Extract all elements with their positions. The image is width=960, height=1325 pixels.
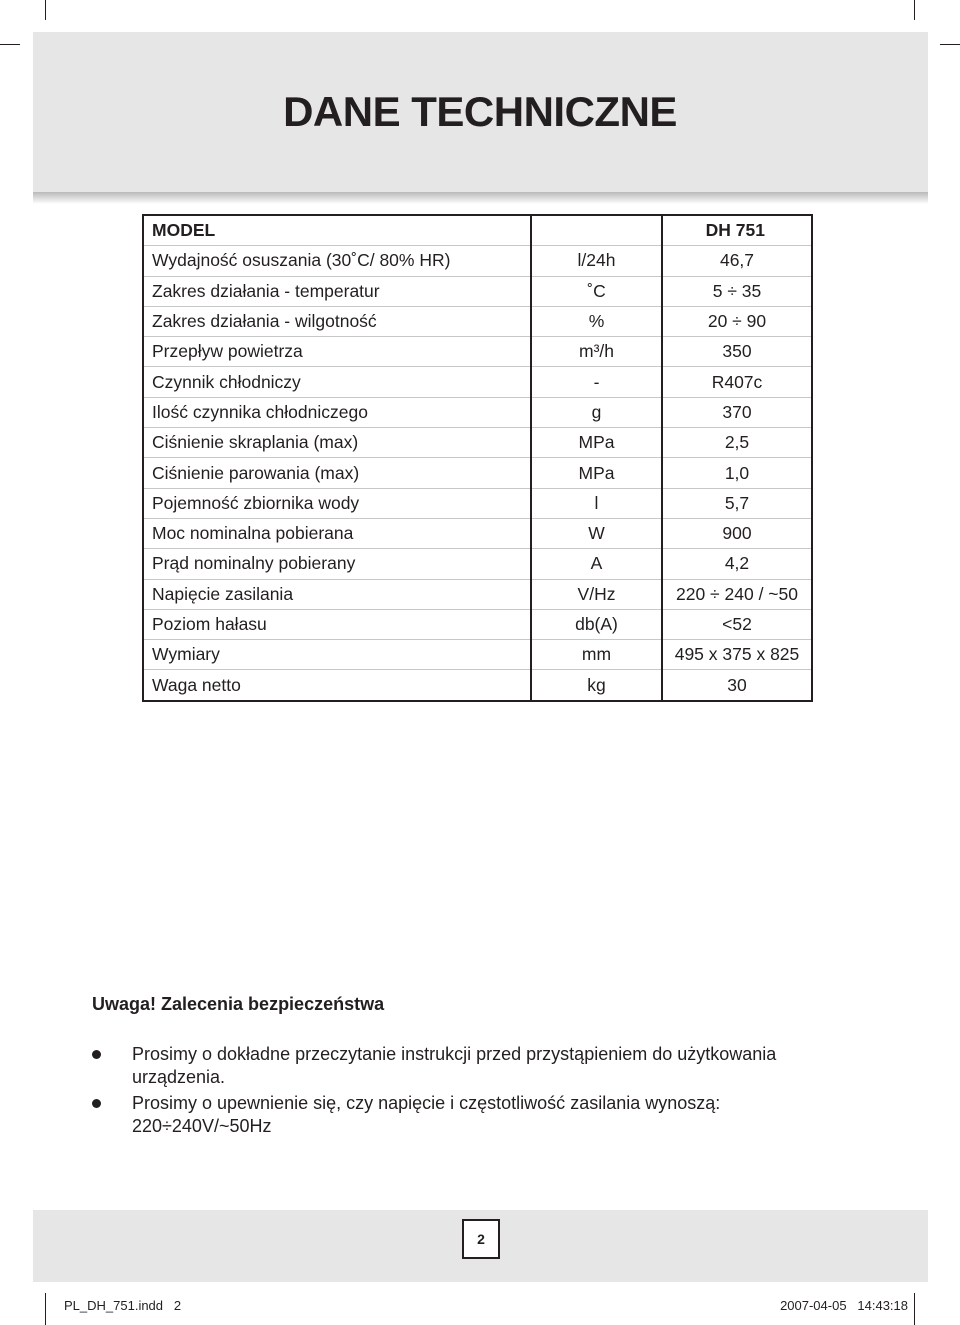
safety-item-text: Prosimy o upewnienie się, czy napięcie i częstotliwość zasilania wynoszą: 220÷240V/~50Hz [132, 1093, 721, 1136]
slug-timestamp: 2007-04-05 14:43:18 [780, 1298, 908, 1313]
page-title: DANE TECHNICZNE [283, 88, 677, 135]
bullet-icon [92, 1050, 101, 1059]
row-unit: MPa [531, 428, 662, 458]
row-label: Pojemność zbiornika wody [143, 488, 531, 518]
row-label: Poziom hałasu [143, 609, 531, 639]
row-value: 220 ÷ 240 / ~50 [662, 579, 812, 609]
row-label: Zakres działania - temperatur [143, 276, 531, 306]
crop-mark [914, 1293, 915, 1325]
row-unit: V/Hz [531, 579, 662, 609]
row-value: 2,5 [662, 428, 812, 458]
bullet-icon [92, 1099, 101, 1108]
row-value: 30 [662, 670, 812, 701]
table-row [143, 367, 812, 397]
row-unit: m³/h [531, 337, 662, 367]
row-label: Prąd nominalny pobierany [143, 549, 531, 579]
row-label: Wydajność osuszania (30˚C/ 80% HR) [143, 246, 531, 276]
list-item [92, 1043, 832, 1089]
row-value: 5 ÷ 35 [662, 276, 812, 306]
crop-mark [940, 44, 960, 45]
row-value: R407c [662, 367, 812, 397]
table-row [143, 458, 812, 488]
row-unit: l [531, 488, 662, 518]
row-unit: W [531, 518, 662, 548]
table-row [143, 609, 812, 639]
spec-table [142, 214, 813, 702]
row-unit: mm [531, 640, 662, 670]
row-unit: A [531, 549, 662, 579]
row-label: Wymiary [143, 640, 531, 670]
table-row [143, 670, 812, 701]
table-row [143, 640, 812, 670]
row-value: 4,2 [662, 549, 812, 579]
safety-item-text: Prosimy o dokładne przeczytanie instrukcji przed przystąpieniem do użytkowania urządzenia. [132, 1044, 777, 1087]
table-row [143, 246, 812, 276]
row-label: Waga netto [143, 670, 531, 701]
header-unit [531, 215, 662, 246]
row-unit: % [531, 306, 662, 336]
safety-list [92, 1043, 832, 1141]
table-row [143, 518, 812, 548]
slug-filename: PL_DH_751.indd 2 [64, 1298, 182, 1313]
row-label: Ilość czynnika chłodniczego [143, 397, 531, 427]
table-header-row [143, 215, 812, 246]
row-value: 5,7 [662, 488, 812, 518]
table-row [143, 549, 812, 579]
row-value: 20 ÷ 90 [662, 306, 812, 336]
row-label: Ciśnienie parowania (max) [143, 458, 531, 488]
row-label: Moc nominalna pobierana [143, 518, 531, 548]
header-label: MODEL [143, 215, 531, 246]
table-row [143, 276, 812, 306]
table-row [143, 397, 812, 427]
page-number: 2 [462, 1219, 500, 1259]
row-unit: l/24h [531, 246, 662, 276]
safety-title: Uwaga! Zalecenia bezpieczeństwa [92, 994, 385, 1014]
row-value: 495 x 375 x 825 [662, 640, 812, 670]
table-row [143, 488, 812, 518]
table-row [143, 428, 812, 458]
row-label: Ciśnienie skraplania (max) [143, 428, 531, 458]
row-value: 1,0 [662, 458, 812, 488]
row-label: Napięcie zasilania [143, 579, 531, 609]
crop-mark [45, 0, 46, 20]
row-label: Przepływ powietrza [143, 337, 531, 367]
table-row [143, 306, 812, 336]
row-unit: - [531, 367, 662, 397]
row-value: 46,7 [662, 246, 812, 276]
table-row [143, 337, 812, 367]
row-value: 900 [662, 518, 812, 548]
list-item [92, 1092, 832, 1138]
row-unit: g [531, 397, 662, 427]
row-value: <52 [662, 609, 812, 639]
row-unit: db(A) [531, 609, 662, 639]
table-row [143, 579, 812, 609]
header-model: DH 751 [662, 215, 812, 246]
crop-mark [0, 44, 20, 45]
row-label: Zakres działania - wilgotność [143, 306, 531, 336]
row-unit: ˚C [531, 276, 662, 306]
row-value: 350 [662, 337, 812, 367]
crop-mark [45, 1293, 46, 1325]
crop-mark [914, 0, 915, 20]
row-unit: MPa [531, 458, 662, 488]
row-unit: kg [531, 670, 662, 701]
row-label: Czynnik chłodniczy [143, 367, 531, 397]
row-value: 370 [662, 397, 812, 427]
